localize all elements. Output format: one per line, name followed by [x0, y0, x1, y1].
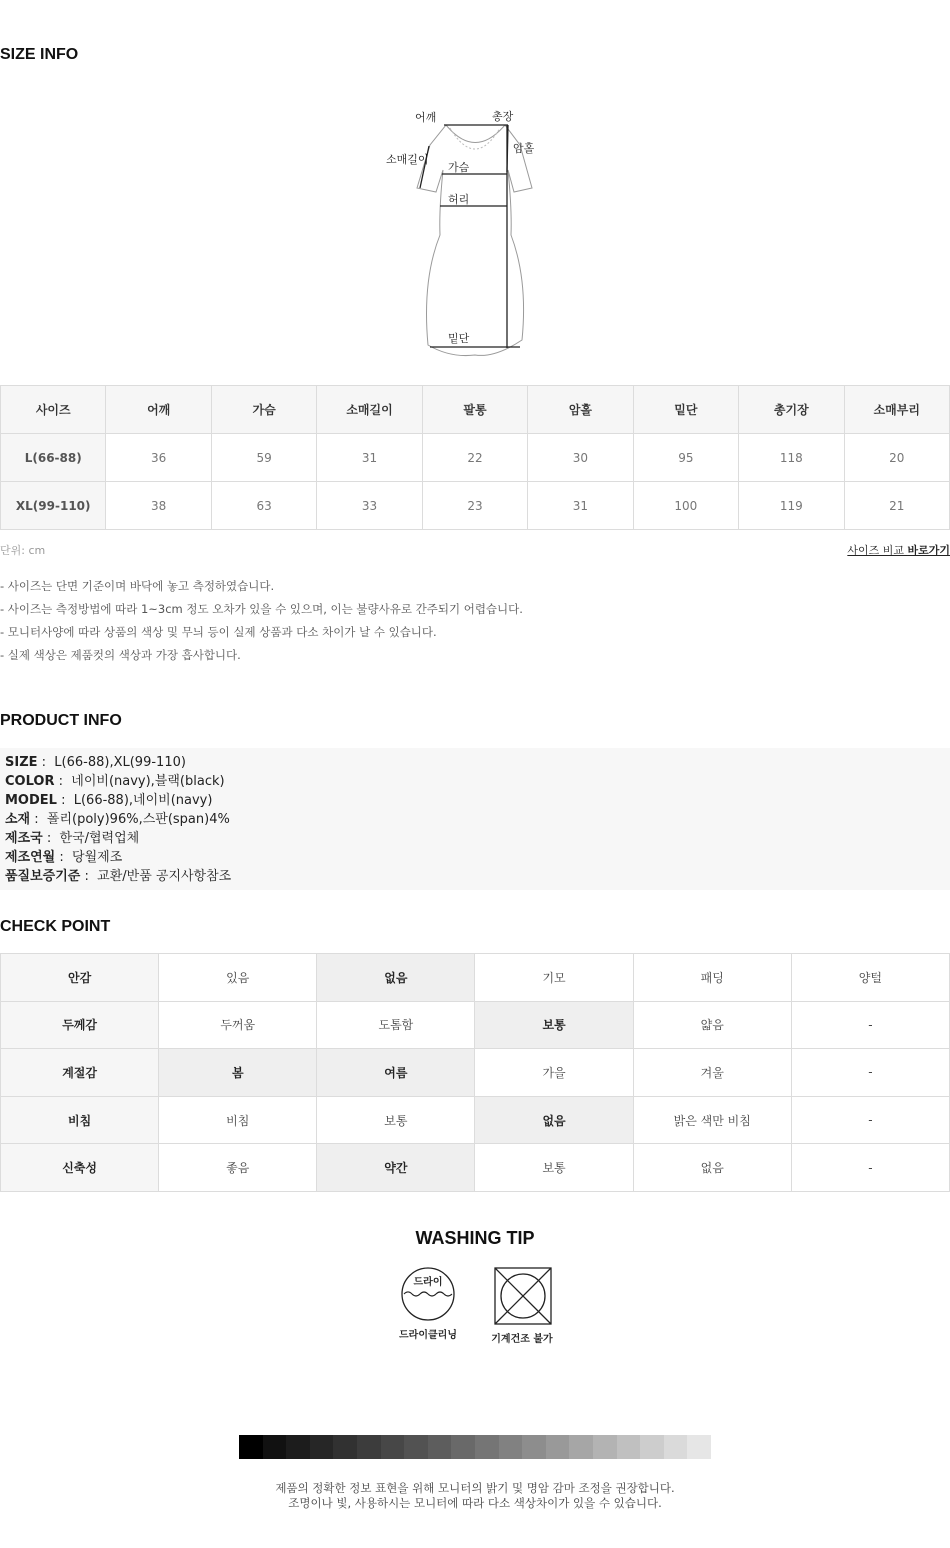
grayscale-swatch: [475, 1435, 499, 1459]
product-row-warranty: 품질보증기준 : 교환/반품 공지사항참조: [5, 869, 232, 884]
label-chest: 가슴: [448, 161, 470, 174]
check-point-table: [0, 953, 950, 1192]
size-cell: 21: [844, 482, 950, 530]
monitor-notice-line2: 조명이나 빛, 사용하시는 모니터에 따라 다소 색상차이가 있을 수 있습니다.: [288, 1496, 662, 1510]
grayscale-swatch: [617, 1435, 641, 1459]
check-option-cell: 양털: [791, 954, 949, 1002]
grayscale-swatch: [263, 1435, 287, 1459]
check-option-cell: 봄: [159, 1049, 317, 1097]
product-row-color: COLOR : 네이비(navy),블랙(black): [5, 774, 225, 789]
check-row-label: 두께감: [1, 1001, 159, 1049]
grayscale-swatch: [451, 1435, 475, 1459]
check-row-label: 비침: [1, 1096, 159, 1144]
product-value: 교환/반품 공지사항참조: [97, 869, 232, 884]
check-option-cell: -: [791, 1144, 949, 1192]
check-row-label: 계절감: [1, 1049, 159, 1097]
grayscale-swatch: [546, 1435, 570, 1459]
size-cell: 33: [317, 482, 422, 530]
size-cell: 20: [844, 434, 950, 482]
size-header-cell: 밑단: [633, 386, 738, 434]
monitor-notice: [0, 1481, 950, 1511]
product-value: 폴리(poly)96%,스판(span)4%: [46, 812, 230, 827]
product-label: MODEL: [5, 793, 57, 808]
check-option-cell: 보통: [475, 1001, 633, 1049]
grayscale-calibration-bar: [239, 1435, 711, 1459]
size-compare-link[interactable]: [847, 542, 950, 558]
check-option-cell: 도톰함: [317, 1001, 475, 1049]
no-tumble-dry-icon: [493, 1266, 553, 1326]
dress-outline: [417, 125, 532, 356]
size-cell: 100: [633, 482, 738, 530]
label-shoulder: 어깨: [415, 111, 437, 124]
grayscale-swatch: [428, 1435, 452, 1459]
product-row-date: 제조연월 : 당월제조: [5, 850, 123, 865]
note-item: - 모니터사양에 따라 상품의 색상 및 무늬 등이 실제 상품과 다소 차이가 날 수 있습니다.: [0, 625, 437, 639]
check-option-cell: 없음: [475, 1096, 633, 1144]
size-header-cell: 어깨: [106, 386, 211, 434]
product-value: 당월제조: [72, 850, 123, 865]
product-label: 품질보증기준: [5, 869, 81, 884]
table-row: [1, 1001, 950, 1049]
size-compare-go: 바로가기: [907, 544, 950, 557]
grayscale-swatch: [333, 1435, 357, 1459]
grayscale-swatch: [593, 1435, 617, 1459]
grayscale-swatch: [499, 1435, 523, 1459]
check-row-label: 안감: [1, 954, 159, 1002]
table-row: [1, 434, 950, 482]
label-armhole: 암홀: [513, 142, 535, 155]
check-row-label: 신축성: [1, 1144, 159, 1192]
dry-clean-label: 드라이클리닝: [399, 1330, 457, 1341]
size-header-cell: 암홀: [528, 386, 633, 434]
check-option-cell: 두꺼움: [159, 1001, 317, 1049]
product-row-model: MODEL : L(66-88),네이비(navy): [5, 793, 213, 808]
size-header-cell: 총기장: [739, 386, 844, 434]
size-cell: 36: [106, 434, 211, 482]
product-row-size: SIZE : L(66-88),XL(99-110): [5, 755, 186, 770]
washing-tip-title: WASHING TIP: [415, 1228, 535, 1248]
monitor-notice-line1: 제품의 정확한 정보 표현을 위해 모니터의 밝기 및 명암 감마 조정을 권장합니다.: [275, 1481, 675, 1495]
label-total-length: 총장: [492, 110, 514, 123]
table-row: [1, 1096, 950, 1144]
grayscale-swatch: [286, 1435, 310, 1459]
dry-clean-icon: [399, 1266, 457, 1322]
size-cell: 31: [317, 434, 422, 482]
table-row: [1, 954, 950, 1002]
check-option-cell: 여름: [317, 1049, 475, 1097]
size-row-label: L(66-88): [1, 434, 106, 482]
label-hem: 밑단: [448, 332, 470, 345]
grayscale-swatch: [404, 1435, 428, 1459]
size-table-header-row: [1, 386, 950, 434]
product-info-box: [0, 748, 950, 890]
check-option-cell: -: [791, 1001, 949, 1049]
grayscale-swatch: [381, 1435, 405, 1459]
check-option-cell: -: [791, 1049, 949, 1097]
size-cell: 95: [633, 434, 738, 482]
grayscale-swatch: [569, 1435, 593, 1459]
check-option-cell: 보통: [475, 1144, 633, 1192]
check-option-cell: 없음: [317, 954, 475, 1002]
check-option-cell: 기모: [475, 954, 633, 1002]
unit-label: 단위: cm: [0, 544, 46, 557]
grayscale-swatch: [357, 1435, 381, 1459]
check-option-cell: -: [791, 1096, 949, 1144]
product-label: 제조연월: [5, 850, 56, 865]
size-header-cell: 팔통: [422, 386, 527, 434]
product-label: COLOR: [5, 774, 55, 789]
size-notes: [0, 575, 523, 667]
product-label: SIZE: [5, 755, 38, 770]
size-cell: 31: [528, 482, 633, 530]
size-cell: 38: [106, 482, 211, 530]
check-option-cell: 없음: [633, 1144, 791, 1192]
check-option-cell: 겨울: [633, 1049, 791, 1097]
product-label: 제조국: [5, 831, 43, 846]
product-value: L(66-88),네이비(navy): [73, 793, 213, 808]
check-option-cell: 약간: [317, 1144, 475, 1192]
grayscale-swatch: [664, 1435, 688, 1459]
size-cell: 63: [211, 482, 316, 530]
size-compare-text: 사이즈 비교: [847, 544, 904, 557]
size-cell: 118: [739, 434, 844, 482]
size-cell: 59: [211, 434, 316, 482]
grayscale-swatch: [640, 1435, 664, 1459]
note-item: - 실제 색상은 제품컷의 색상과 가장 흡사합니다.: [0, 648, 241, 662]
no-tumble-dry-label: 기계건조 불가: [491, 1334, 553, 1345]
size-table: [0, 385, 950, 530]
product-row-origin: 제조국 : 한국/협력업체: [5, 831, 140, 846]
grayscale-swatch: [239, 1435, 263, 1459]
size-cell: 22: [422, 434, 527, 482]
product-row-material: 소재 : 폴리(poly)96%,스판(span)4%: [5, 812, 230, 827]
size-cell: 23: [422, 482, 527, 530]
size-row-label: XL(99-110): [1, 482, 106, 530]
size-info-title: SIZE INFO: [0, 46, 79, 63]
check-option-cell: 있음: [159, 954, 317, 1002]
note-item: - 사이즈는 단면 기준이며 바닥에 놓고 측정하였습니다.: [0, 579, 275, 593]
check-option-cell: 비침: [159, 1096, 317, 1144]
table-row: [1, 482, 950, 530]
product-value: 네이비(navy),블랙(black): [71, 774, 225, 789]
product-value: L(66-88),XL(99-110): [54, 755, 186, 770]
size-header-cell: 소매부리: [844, 386, 950, 434]
table-row: [1, 1049, 950, 1097]
check-option-cell: 좋음: [159, 1144, 317, 1192]
dry-icon-text: 드라이: [413, 1277, 443, 1288]
product-label: 소재: [5, 812, 31, 827]
check-option-cell: 가을: [475, 1049, 633, 1097]
grayscale-swatch: [687, 1435, 711, 1459]
size-header-cell: 소매길이: [317, 386, 422, 434]
grayscale-swatch: [310, 1435, 334, 1459]
table-row: [1, 1144, 950, 1192]
label-waist: 허리: [448, 193, 470, 206]
check-option-cell: 패딩: [633, 954, 791, 1002]
check-option-cell: 보통: [317, 1096, 475, 1144]
product-info-title: PRODUCT INFO: [0, 712, 122, 729]
note-item: - 사이즈는 측정방법에 따라 1~3cm 정도 오차가 있을 수 있으며, 이는 불량사유로 간주되기 어렵습니다.: [0, 602, 523, 616]
product-value: 한국/협력업체: [59, 831, 140, 846]
size-cell: 30: [528, 434, 633, 482]
check-option-cell: 얇음: [633, 1001, 791, 1049]
dress-size-diagram: [380, 100, 570, 360]
size-cell: 119: [739, 482, 844, 530]
size-header-cell: 가슴: [211, 386, 316, 434]
check-point-title: CHECK POINT: [0, 918, 111, 935]
grayscale-swatch: [522, 1435, 546, 1459]
neckline-dashed: [450, 128, 500, 149]
label-sleeve-length: 소매길이: [386, 153, 429, 166]
size-header-cell: 사이즈: [1, 386, 106, 434]
check-option-cell: 밝은 색만 비침: [633, 1096, 791, 1144]
